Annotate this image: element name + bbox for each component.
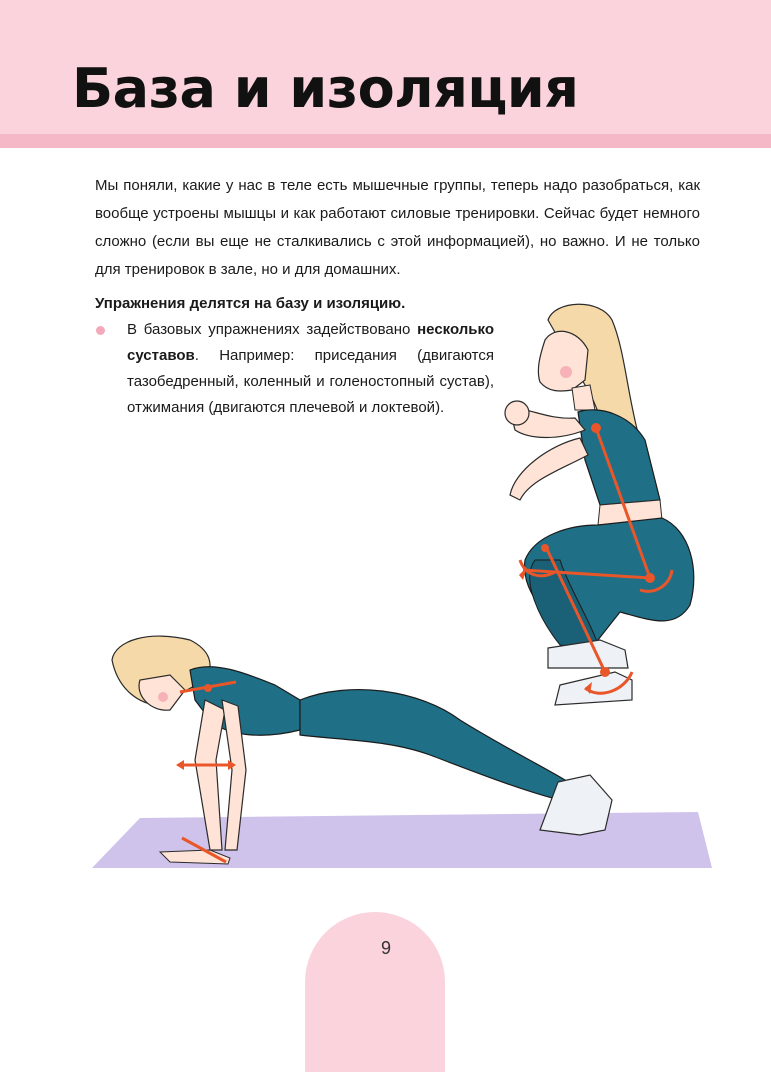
page-number: 9 <box>380 938 391 958</box>
page-number-badge <box>305 912 445 1072</box>
intro-text: Мы поняли, какие у нас в теле есть мышечные группы, теперь надо разобраться, как вообще устроены мышцы и как работают силовые тренировки. Сейчас будет немного сложно (если вы еще не сталкивались с этой информацией), но важно. И не только для тренировок в зале, но и для домашних. <box>95 177 700 278</box>
page-title: База и изоляция <box>72 57 579 120</box>
pushup-illustration <box>92 636 712 868</box>
squat-illustration <box>505 304 694 705</box>
bullet-text-pre: В базовых упражнениях задействовано <box>127 321 418 338</box>
bullet-text-post: . Например: приседания (двигаются тазобедренный, коленный и голеностопный сустав), отжимания (двигаются плечевой и локтевой). <box>127 347 494 416</box>
section-heading: Упражнения делятся на базу и изоляцию. <box>95 295 406 312</box>
bullet-text-bold: несколько суставов <box>127 321 494 364</box>
